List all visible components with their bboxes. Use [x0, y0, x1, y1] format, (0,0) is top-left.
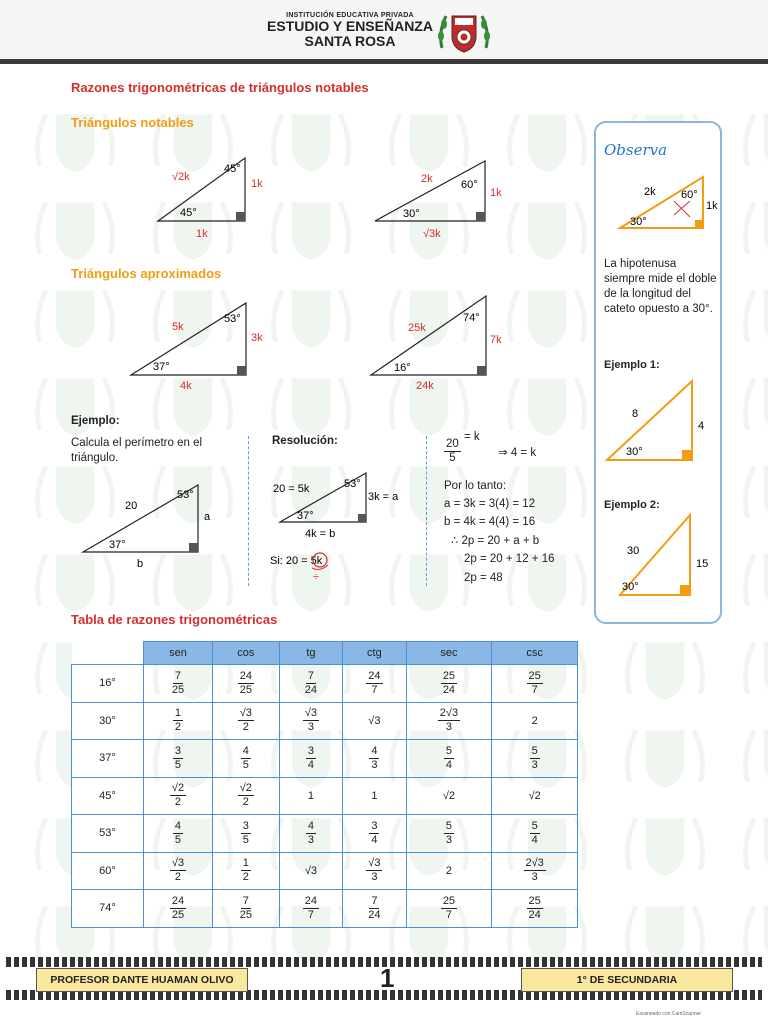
watermark-crest-icon — [620, 804, 710, 884]
value-cell — [492, 740, 578, 778]
cell-denominator: 7 — [531, 683, 538, 696]
trig-table-header-cell: csc — [492, 642, 578, 665]
watermark-crest-icon — [502, 364, 592, 444]
divider-1 — [248, 436, 249, 586]
tri45-angle-top: 45° — [224, 163, 241, 175]
watermark-crest-icon — [738, 804, 768, 884]
observa-ej1-triangle — [602, 377, 720, 467]
tri45-base: 1k — [196, 228, 208, 240]
trig-table-header-cell: ctg — [343, 642, 406, 665]
ejemplo-hyp: 20 — [125, 500, 138, 512]
triangle-16-74 — [368, 293, 508, 392]
watermark-crest-icon — [738, 452, 768, 532]
cell-denominator: 5 — [174, 758, 182, 771]
watermark-crest-icon — [266, 276, 356, 356]
resolucion-hyp: 20 = 5k — [273, 483, 310, 495]
value-cell — [343, 777, 406, 815]
watermark-crest-icon — [738, 276, 768, 356]
tri16-hyp: 25k — [408, 322, 426, 334]
cell-numerator: 25 — [442, 669, 456, 682]
ejemplo-statement: Calcula el perímetro en el triángulo. — [71, 437, 203, 464]
cell-numerator: √2 — [239, 782, 252, 795]
cell-denominator: 3 — [531, 758, 538, 771]
tri30-hyp: 2k — [421, 173, 433, 185]
tri30-angle-top: 60° — [461, 179, 478, 191]
cell-denominator: 3 — [445, 721, 452, 734]
cell-denominator: 3 — [307, 721, 314, 734]
ejemplo-side: a — [204, 511, 211, 523]
value-cell — [144, 890, 213, 928]
triangle-45 — [150, 150, 280, 242]
value-cell — [212, 890, 279, 928]
cell-denominator: 2 — [242, 871, 249, 884]
value-cell — [279, 702, 342, 740]
value-cell — [212, 852, 279, 890]
value-cell — [492, 665, 578, 703]
angle-cell: 37° — [72, 740, 144, 778]
school-line2: ESTUDIO Y ENSEÑANZA — [267, 18, 433, 34]
angle-cell: 45° — [72, 777, 144, 815]
cell-numerator: √3 — [304, 707, 317, 720]
value-cell — [212, 815, 279, 853]
observa-ej2-angle: 30° — [622, 581, 639, 593]
cell-numerator: 2√3 — [525, 857, 544, 870]
watermark-crest-icon — [738, 100, 768, 180]
cell-value: √2 — [442, 789, 456, 802]
watermark-crest-icon — [502, 188, 592, 268]
resolucion-angle-left: 37° — [297, 510, 314, 522]
observa-text: La hipotenusa siempre mide el doble de la longitud del cateto opuesto a 30°. — [604, 258, 717, 315]
trig-table-corner — [72, 642, 144, 665]
value-cell — [144, 815, 213, 853]
trig-table-header-cell: tg — [279, 642, 342, 665]
angle-cell: 74° — [72, 890, 144, 928]
watermark-crest-icon — [30, 364, 120, 444]
table-row — [72, 815, 578, 853]
value-cell — [492, 852, 578, 890]
angle-cell: 60° — [72, 852, 144, 890]
value-cell — [406, 815, 492, 853]
value-cell — [343, 702, 406, 740]
cell-numerator: 24 — [368, 669, 381, 682]
value-cell — [343, 890, 406, 928]
watermark-crest-icon — [266, 364, 356, 444]
ejemplo-angle-top: 53° — [177, 489, 194, 501]
scan-note: Escaneado con CamScanner — [636, 1011, 702, 1017]
cell-denominator: 3 — [307, 833, 314, 846]
tri37-hyp: 5k — [172, 321, 184, 333]
value-cell — [406, 702, 492, 740]
cell-numerator: 24 — [239, 669, 252, 682]
cell-denominator: 4 — [371, 833, 378, 846]
cell-value: √2 — [528, 789, 541, 802]
footer-teacher: PROFESOR DANTE HUAMAN OLIVO — [36, 968, 248, 992]
cell-value: 2 — [531, 714, 538, 727]
watermark-crest-icon — [738, 628, 768, 708]
resolucion-angle-top: 53° — [344, 478, 361, 490]
ejemplo-angle-left: 37° — [109, 539, 126, 551]
value-cell — [144, 852, 213, 890]
cell-numerator: 7 — [242, 894, 249, 907]
watermark-crest-icon — [738, 540, 768, 620]
watermark-crest-icon — [738, 716, 768, 796]
cell-value: √3 — [304, 864, 317, 877]
watermark-crest-icon — [620, 628, 710, 708]
cell-denominator: 7 — [307, 908, 314, 921]
value-cell — [343, 740, 406, 778]
solution-frac-num: 20 — [446, 438, 459, 450]
value-cell — [212, 665, 279, 703]
ejemplo-title: Ejemplo: — [71, 415, 120, 427]
resolucion-div: ÷ — [313, 571, 320, 583]
cell-numerator: 1 — [242, 857, 249, 870]
solution-line-b: b = 4k = 4(4) = 16 — [444, 516, 536, 528]
trig-table-header-cell: sec — [406, 642, 492, 665]
cell-denominator: 24 — [368, 908, 381, 921]
trig-table-header-cell: sen — [144, 642, 213, 665]
resolucion-triangle — [270, 470, 420, 585]
cell-denominator: 7 — [371, 683, 378, 696]
cell-numerator: 7 — [371, 894, 378, 907]
solution-frac-den: 5 — [449, 452, 456, 464]
tri37-angle-top: 53° — [224, 313, 241, 325]
value-cell — [343, 852, 406, 890]
tri16-angle-left: 16° — [394, 362, 411, 374]
observa-hyp: 2k — [644, 186, 656, 198]
cell-numerator: 3 — [371, 819, 378, 832]
solution-line-a: a = 3k = 3(4) = 12 — [444, 498, 536, 510]
cell-denominator: 2 — [242, 721, 249, 734]
table-row — [72, 665, 578, 703]
cell-value: 2 — [445, 864, 452, 877]
cell-denominator: 2 — [174, 871, 182, 884]
cell-denominator: 4 — [531, 833, 538, 846]
cell-denominator: 24 — [442, 683, 456, 696]
table-row — [72, 740, 578, 778]
cell-denominator: 4 — [307, 758, 314, 771]
cell-numerator: 4 — [371, 744, 378, 757]
observa-ej1-angle: 30° — [626, 446, 643, 458]
tri37-base: 4k — [180, 380, 192, 392]
watermark-crest-icon — [502, 276, 592, 356]
tri45-side: 1k — [251, 178, 263, 190]
cell-numerator: 3 — [242, 819, 249, 832]
triangle-30-60 — [370, 158, 510, 242]
solution-line-2p3: 2p = 48 — [464, 572, 503, 584]
school-crest-icon — [436, 8, 492, 56]
cell-numerator: 3 — [174, 744, 182, 757]
observa-angle-left: 30° — [630, 216, 647, 228]
cell-numerator: 7 — [307, 669, 314, 682]
cell-numerator: 7 — [174, 669, 182, 682]
cell-denominator: 25 — [171, 908, 185, 921]
cell-denominator: 7 — [445, 908, 452, 921]
trig-table-body — [72, 665, 578, 928]
cell-numerator: 25 — [528, 894, 541, 907]
value-cell — [492, 815, 578, 853]
cell-numerator: √3 — [368, 857, 381, 870]
table-row — [72, 702, 578, 740]
value-cell — [144, 665, 213, 703]
tri16-base: 24k — [416, 380, 434, 392]
tri16-angle-top: 74° — [463, 312, 480, 324]
cell-denominator: 2 — [174, 721, 182, 734]
cell-numerator: 24 — [304, 894, 318, 907]
tri16-side: 7k — [490, 334, 502, 346]
cell-numerator: √3 — [171, 857, 185, 870]
observa-ej1-hyp: 8 — [632, 408, 639, 420]
school-line3: SANTA ROSA — [304, 33, 396, 49]
value-cell — [343, 665, 406, 703]
value-cell — [492, 702, 578, 740]
cell-denominator: 3 — [445, 833, 452, 846]
observa-ej2-hyp: 30 — [627, 545, 640, 557]
cell-numerator: 3 — [307, 744, 314, 757]
trig-table — [71, 641, 578, 928]
watermark-crest-icon — [502, 100, 592, 180]
cell-denominator: 5 — [242, 833, 249, 846]
value-cell — [279, 852, 342, 890]
value-cell — [279, 740, 342, 778]
value-cell — [279, 815, 342, 853]
cell-denominator: 5 — [242, 758, 249, 771]
page-number: 1 — [380, 963, 395, 993]
value-cell — [406, 777, 492, 815]
cell-numerator: 1 — [174, 707, 182, 720]
cell-denominator: 2 — [242, 796, 249, 809]
cell-denominator: 24 — [528, 908, 541, 921]
page-header — [0, 0, 768, 64]
observa-ej2-side: 15 — [696, 558, 709, 570]
watermark-crest-icon — [30, 188, 120, 268]
tri30-angle-left: 30° — [403, 208, 420, 220]
watermark-crest-icon — [30, 276, 120, 356]
resolucion-title: Resolución: — [272, 435, 338, 447]
observa-ej2-title: Ejemplo 2: — [604, 499, 660, 511]
value-cell — [279, 890, 342, 928]
value-cell — [212, 702, 279, 740]
cell-numerator: 5 — [445, 819, 452, 832]
notables-title: Triángulos notables — [71, 115, 194, 130]
value-cell — [144, 740, 213, 778]
value-cell — [144, 777, 213, 815]
observa-ej2-triangle — [602, 511, 720, 601]
school-name — [250, 12, 450, 49]
solution-por-lo-tanto: Por lo tanto: — [444, 480, 507, 492]
watermark-crest-icon — [620, 716, 710, 796]
watermark-crest-icon — [738, 364, 768, 444]
value-cell — [144, 702, 213, 740]
table-row — [72, 890, 578, 928]
solution-frac — [444, 431, 480, 465]
observa-side: 1k — [706, 200, 718, 212]
table-row — [72, 777, 578, 815]
observa-box — [594, 121, 722, 624]
cell-numerator: 25 — [442, 894, 456, 907]
cell-denominator: 5 — [174, 833, 182, 846]
resolucion-side: 3k = a — [368, 491, 399, 503]
watermark-crest-icon — [30, 100, 120, 180]
cell-denominator: 2 — [174, 796, 182, 809]
tri45-angle-left: 45° — [180, 207, 197, 219]
cell-numerator: 4 — [307, 819, 314, 832]
solution-line-2p2: 2p = 20 + 12 + 16 — [464, 553, 555, 565]
divider-2 — [426, 436, 427, 586]
cell-numerator: √2 — [171, 782, 185, 795]
cell-numerator: 24 — [171, 894, 185, 907]
value-cell — [492, 777, 578, 815]
solution-line-2p1: ∴ 2p = 20 + a + b — [451, 535, 540, 547]
aproximados-title: Triángulos aproximados — [71, 266, 222, 281]
cell-denominator: 3 — [531, 871, 538, 884]
angle-cell: 16° — [72, 665, 144, 703]
tri37-side: 3k — [251, 332, 263, 344]
trig-table-header-cell: cos — [212, 642, 279, 665]
angle-cell: 53° — [72, 815, 144, 853]
triangle-37-53 — [128, 300, 278, 392]
observa-angle-top: 60° — [681, 189, 698, 201]
observa-title: Observa — [604, 141, 668, 159]
observa-ej1-side: 4 — [698, 420, 705, 432]
observa-ej1-title: Ejemplo 1: — [604, 359, 660, 371]
solution-frac-rest: = k — [464, 431, 480, 443]
value-cell — [406, 740, 492, 778]
cell-numerator: 5 — [445, 744, 452, 757]
value-cell — [343, 815, 406, 853]
tri30-base: √3k — [423, 228, 441, 240]
cell-denominator: 24 — [304, 683, 318, 696]
cell-value: 1 — [307, 789, 314, 802]
footer-grade: 1° DE SECUNDARIA — [521, 968, 733, 992]
value-cell — [406, 665, 492, 703]
cell-numerator: 4 — [174, 819, 182, 832]
cell-denominator: 25 — [171, 683, 185, 696]
trig-table-header — [72, 642, 578, 665]
tri30-side: 1k — [490, 187, 502, 199]
cell-denominator: 4 — [445, 758, 452, 771]
value-cell — [212, 777, 279, 815]
value-cell — [492, 890, 578, 928]
cell-numerator: 5 — [531, 819, 538, 832]
cell-numerator: 5 — [531, 744, 538, 757]
tri37-angle-left: 37° — [153, 361, 170, 373]
value-cell — [406, 890, 492, 928]
cell-numerator: 25 — [528, 669, 541, 682]
ejemplo-base: b — [137, 558, 144, 570]
watermark-crest-icon — [738, 188, 768, 268]
cell-denominator: 25 — [239, 908, 252, 921]
resolucion-base: 4k = b — [305, 528, 336, 540]
value-cell — [406, 852, 492, 890]
angle-cell: 30° — [72, 702, 144, 740]
school-line1: INSTITUCIÓN EDUCATIVA PRIVADA — [286, 12, 414, 19]
cell-numerator: 4 — [242, 744, 249, 757]
solution-implies: ⇒ 4 = k — [498, 447, 537, 459]
value-cell — [279, 777, 342, 815]
cell-denominator: 3 — [371, 871, 378, 884]
ejemplo-triangle — [80, 480, 240, 570]
value-cell — [212, 740, 279, 778]
table-row — [72, 852, 578, 890]
cell-value: √3 — [368, 714, 381, 727]
observa-triangle — [602, 167, 720, 237]
cell-denominator: 3 — [371, 758, 378, 771]
value-cell — [279, 665, 342, 703]
tri45-hyp: √2k — [172, 171, 190, 183]
cell-numerator: 2√3 — [439, 707, 459, 720]
cell-numerator: √3 — [239, 707, 252, 720]
main-title: Razones trigonométricas de triángulos notables — [71, 80, 369, 95]
cell-value: 1 — [371, 789, 378, 802]
resolucion-si: Si: 20 = 5k — [270, 555, 323, 567]
tabla-title: Tabla de razones trigonométricas — [71, 612, 278, 627]
cell-denominator: 25 — [239, 683, 252, 696]
